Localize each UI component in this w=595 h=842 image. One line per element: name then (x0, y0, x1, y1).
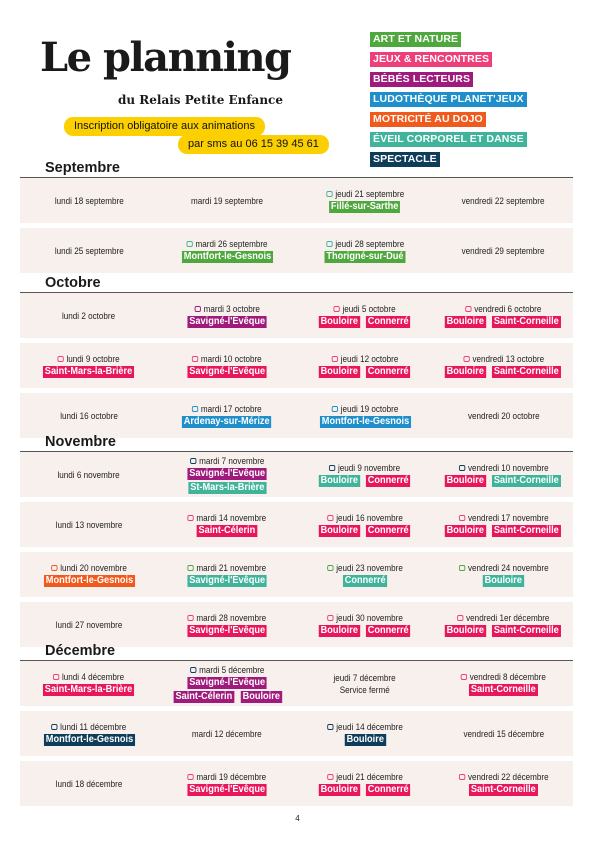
location-tags (159, 677, 295, 703)
day-date (465, 304, 541, 314)
activity-icon (326, 191, 332, 197)
day-date (192, 404, 262, 414)
day-date-text: jeudi 7 décembre (333, 672, 397, 683)
day-cell (296, 502, 434, 547)
location-tag: Bouloire (446, 524, 484, 536)
day-date (60, 411, 118, 421)
closure-note: Service fermé (340, 684, 390, 695)
location-tags (159, 468, 295, 494)
day-date (51, 563, 127, 573)
location-tag: Savigné-l'Évêque (189, 467, 265, 479)
day-date-text: jeudi 21 décembre (336, 771, 403, 782)
day-date (62, 311, 115, 321)
location-tag: Savigné-l'Évêque (189, 315, 265, 327)
day-cell (296, 228, 434, 273)
location-tag: Saint-Corneille (471, 783, 536, 795)
page-title: Le planning (40, 34, 291, 81)
location-tags (317, 475, 412, 487)
location-tag: Saint-Corneille (494, 315, 560, 327)
day-date (56, 779, 123, 789)
day-date (327, 772, 403, 782)
day-cell (20, 293, 158, 338)
location-tag: Connerré (367, 315, 409, 327)
location-tag: Saint-Corneille (471, 683, 536, 695)
location-tags (184, 784, 270, 796)
day-date (327, 563, 403, 573)
day-cell (20, 711, 158, 756)
day-date-text: vendredi 6 octobre (474, 303, 542, 314)
location-tags (184, 316, 270, 328)
day-date (58, 470, 120, 480)
day-date-text: vendredi 24 novembre (467, 562, 549, 573)
week-row (20, 711, 573, 756)
day-date-text: mardi 7 novembre (198, 455, 265, 466)
location-tags (341, 575, 389, 587)
location-tag: Connerré (367, 524, 409, 536)
location-tags (40, 734, 139, 746)
location-tag: Connerré (367, 474, 409, 486)
location-tag: Bouloire (484, 574, 523, 586)
day-date-text: lundi 20 novembre (60, 562, 127, 573)
location-tag: Bouloire (321, 524, 359, 536)
day-date-text: vendredi 8 décembre (469, 671, 547, 682)
day-date (334, 673, 396, 683)
week-row (20, 761, 573, 806)
location-tag: Saint-Mars-la-Brière (45, 365, 133, 377)
activity-icon (461, 674, 467, 680)
location-tag: Saint-Corneille (494, 524, 560, 536)
activity-icon (192, 406, 198, 412)
day-cell (158, 343, 296, 388)
day-cell (434, 228, 573, 273)
day-date (462, 246, 545, 256)
month-heading: Novembre (45, 434, 116, 450)
day-date-text: vendredi 15 décembre (463, 728, 544, 739)
day-date (192, 729, 262, 739)
day-date (463, 729, 544, 739)
day-date-text: vendredi 13 octobre (472, 353, 544, 364)
day-cell (296, 343, 434, 388)
day-cell (20, 502, 158, 547)
day-date-text: mardi 5 décembre (198, 664, 265, 675)
location-tags (443, 316, 564, 328)
location-tag: Saint-Corneille (494, 474, 560, 486)
location-tag: Bouloire (446, 624, 484, 636)
day-cell (434, 393, 573, 438)
day-cell (296, 661, 434, 706)
day-date (188, 772, 267, 782)
activity-icon (51, 724, 57, 730)
day-cell (20, 393, 158, 438)
location-tag: Savigné-l'Évêque (189, 365, 265, 377)
activity-icon (329, 465, 335, 471)
day-cell (434, 178, 573, 223)
legend-item: JEUX & RENCONTRES (370, 52, 492, 67)
day-date-text: mardi 28 novembre (196, 612, 267, 623)
day-date (326, 189, 404, 199)
day-cell (296, 293, 434, 338)
month-heading: Décembre (45, 643, 116, 659)
location-tag: Montfort-le-Gesnois (183, 250, 271, 262)
week-row (20, 228, 573, 273)
day-date (459, 563, 549, 573)
day-date (462, 196, 545, 206)
location-tag: Bouloire (242, 690, 280, 702)
day-date-text: jeudi 21 septembre (335, 188, 404, 199)
activity-icon (186, 241, 192, 247)
day-cell (158, 393, 296, 438)
registration-notice: Inscription obligatoire aux animations (64, 117, 265, 136)
activity-icon (459, 515, 465, 521)
location-tag: Bouloire (321, 783, 359, 795)
activity-icon (53, 674, 59, 680)
day-date (186, 239, 267, 249)
day-date-text: mardi 19 septembre (190, 195, 264, 206)
day-date (327, 513, 403, 523)
day-date-text: jeudi 12 octobre (340, 353, 399, 364)
day-date-text: vendredi 22 septembre (462, 195, 545, 206)
location-tag: Bouloire (321, 365, 359, 377)
day-cell (158, 228, 296, 273)
location-tags (317, 525, 412, 537)
day-cell (434, 452, 573, 497)
location-tags (39, 366, 138, 378)
location-tag: Savigné-l'Évêque (189, 574, 265, 586)
day-cell (434, 711, 573, 756)
location-tags (326, 201, 403, 213)
day-date (468, 411, 540, 421)
day-cell (20, 228, 158, 273)
location-tag: Savigné-l'Évêque (189, 624, 265, 636)
day-cell (158, 602, 296, 647)
activity-icon (188, 774, 194, 780)
day-date-text: mardi 3 octobre (203, 303, 260, 314)
day-date-text: vendredi 1er décembre (466, 612, 550, 623)
activity-icon (188, 565, 194, 571)
location-tags (343, 734, 388, 746)
activity-icon (334, 306, 340, 312)
day-date (51, 722, 126, 732)
day-date (56, 520, 123, 530)
week-row (20, 393, 573, 438)
day-cell (296, 178, 434, 223)
activity-icon (332, 406, 338, 412)
activity-icon (465, 306, 471, 312)
activity-icon (327, 724, 333, 730)
activity-icon (459, 774, 465, 780)
day-date-text: vendredi 29 septembre (462, 245, 545, 256)
location-tags (194, 525, 260, 537)
day-date-text: mardi 26 septembre (195, 238, 268, 249)
day-date (459, 513, 549, 523)
location-tags (316, 416, 415, 428)
day-date (190, 665, 264, 675)
location-tag: Bouloire (321, 624, 359, 636)
day-date (191, 196, 263, 206)
day-cell (20, 661, 158, 706)
week-row (20, 661, 573, 706)
day-date-text: jeudi 9 novembre (338, 462, 401, 473)
week-row (20, 502, 573, 547)
day-cell (20, 552, 158, 597)
day-cell (158, 761, 296, 806)
day-date (188, 613, 267, 623)
location-tags (443, 475, 564, 487)
activity-icon (190, 667, 196, 673)
day-cell (296, 711, 434, 756)
day-date-text: mardi 14 novembre (196, 512, 267, 523)
day-date-text: vendredi 10 novembre (467, 462, 549, 473)
location-tags (184, 575, 270, 587)
week-row (20, 552, 573, 597)
legend-item: MOTRICITÉ AU DOJO (370, 112, 486, 127)
day-date-text: jeudi 16 novembre (336, 512, 403, 523)
day-cell (158, 178, 296, 223)
activity-icon (327, 565, 333, 571)
day-date-text: jeudi 28 septembre (335, 238, 404, 249)
location-tag: Montfort-le-Gesnois (45, 733, 133, 745)
day-date (58, 354, 120, 364)
day-date (327, 722, 403, 732)
location-tag: Ardenay-sur-Mérize (184, 415, 270, 427)
week-row (20, 452, 573, 497)
day-date (332, 404, 399, 414)
day-cell (434, 552, 573, 597)
day-date (326, 239, 404, 249)
day-date (56, 620, 123, 630)
day-date (332, 354, 399, 364)
day-date (457, 613, 549, 623)
location-tag: Savigné-l'Évêque (189, 783, 265, 795)
activity-icon (327, 615, 333, 621)
day-cell (434, 661, 573, 706)
activity-icon (192, 356, 198, 362)
location-tag: Saint-Célerin (198, 524, 256, 536)
location-tags (178, 251, 277, 263)
location-tags (39, 684, 138, 696)
day-cell (296, 602, 434, 647)
location-tag: Connerré (344, 574, 386, 586)
day-date-text: mardi 10 octobre (201, 353, 262, 364)
day-cell (20, 452, 158, 497)
day-cell (158, 502, 296, 547)
location-tags (321, 251, 409, 263)
day-cell (296, 452, 434, 497)
day-date-text: lundi 13 novembre (55, 519, 123, 530)
location-tag: Bouloire (321, 474, 359, 486)
day-date-text: lundi 18 septembre (54, 195, 124, 206)
location-tags (184, 366, 270, 378)
day-cell (20, 343, 158, 388)
day-date-text: lundi 9 octobre (66, 353, 121, 364)
location-tag: Saint-Corneille (494, 365, 560, 377)
day-date-text: mardi 17 octobre (201, 403, 262, 414)
day-date (327, 613, 403, 623)
day-date (459, 463, 549, 473)
location-tags (443, 525, 564, 537)
day-date-text: vendredi 22 décembre (467, 771, 549, 782)
day-date-text: vendredi 17 novembre (467, 512, 549, 523)
week-row (20, 293, 573, 338)
location-tag: Connerré (367, 365, 409, 377)
registration-phone: par sms au 06 15 39 45 61 (178, 135, 329, 154)
location-tag: Bouloire (321, 315, 359, 327)
day-cell (158, 661, 296, 706)
week-row (20, 343, 573, 388)
location-tag: Bouloire (446, 315, 484, 327)
activity-icon (459, 465, 465, 471)
location-tag: Saint-Célerin (175, 690, 233, 702)
location-tag: Montfort-le-Gesnois (321, 415, 409, 427)
location-tag: Saint-Mars-la-Brière (45, 683, 133, 695)
location-tags (40, 575, 139, 587)
location-tags (317, 366, 412, 378)
day-cell (434, 293, 573, 338)
month-heading: Octobre (45, 275, 101, 291)
activity-icon (463, 356, 469, 362)
day-date (188, 513, 267, 523)
location-tags (466, 784, 541, 796)
week-row (20, 602, 573, 647)
day-date-text: lundi 25 septembre (54, 245, 124, 256)
location-tag: Bouloire (446, 474, 484, 486)
day-date (334, 304, 396, 314)
day-date (55, 196, 124, 206)
day-date (53, 672, 124, 682)
location-tags (184, 625, 270, 637)
day-date-text: jeudi 30 novembre (336, 612, 403, 623)
day-date (194, 304, 259, 314)
location-tag: Connerré (367, 783, 409, 795)
location-tags (443, 625, 564, 637)
day-cell (158, 293, 296, 338)
activity-icon (190, 458, 196, 464)
day-cell (434, 602, 573, 647)
day-date-text: lundi 11 décembre (60, 721, 127, 732)
month-heading: Septembre (45, 160, 120, 176)
location-tag: Saint-Corneille (494, 624, 560, 636)
activity-icon (327, 774, 333, 780)
legend-item: ÉVEIL CORPOREL ET DANSE (370, 132, 527, 147)
page-subtitle: du Relais Petite Enfance (118, 93, 283, 107)
day-date-text: jeudi 14 décembre (336, 721, 403, 732)
activity-icon (188, 615, 194, 621)
day-date (459, 772, 549, 782)
day-date-text: mardi 12 décembre (192, 728, 262, 739)
day-date-text: lundi 4 décembre (62, 671, 125, 682)
day-date (188, 563, 267, 573)
location-tags (466, 684, 541, 696)
day-date-text: mardi 19 décembre (196, 771, 267, 782)
location-tag: Montfort-le-Gesnois (45, 574, 133, 586)
day-cell (296, 552, 434, 597)
location-tag: Fillé-sur-Sarthe (331, 200, 399, 212)
day-cell (158, 711, 296, 756)
location-tags (317, 784, 412, 796)
day-date-text: lundi 2 octobre (62, 310, 116, 321)
day-cell (434, 343, 573, 388)
location-tag: Connerré (367, 624, 409, 636)
activity-legend (370, 32, 570, 172)
day-date-text: lundi 16 octobre (60, 410, 118, 421)
day-date-text: jeudi 5 octobre (342, 303, 397, 314)
day-date (55, 246, 124, 256)
legend-item: LUDOTHÈQUE PLANET'JEUX (370, 92, 527, 107)
day-cell (20, 761, 158, 806)
day-cell (434, 502, 573, 547)
activity-icon (326, 241, 332, 247)
week-row (20, 178, 573, 223)
activity-icon (51, 565, 57, 571)
location-tags (317, 316, 412, 328)
location-tag: Thorigné-sur-Dué (326, 250, 404, 262)
location-tags (317, 625, 412, 637)
day-date-text: jeudi 23 novembre (336, 562, 403, 573)
page-number: 4 (295, 814, 300, 823)
day-cell (158, 452, 296, 497)
day-cell (158, 552, 296, 597)
day-cell (296, 393, 434, 438)
day-date-text: vendredi 20 octobre (467, 410, 540, 421)
activity-icon (327, 515, 333, 521)
activity-icon (58, 356, 64, 362)
day-date-text: jeudi 19 octobre (340, 403, 399, 414)
day-date (329, 463, 400, 473)
activity-icon (457, 615, 463, 621)
location-tag: St-Mars-la-Brière (189, 481, 265, 493)
day-cell (20, 602, 158, 647)
day-cell (296, 761, 434, 806)
day-date-text: lundi 18 décembre (55, 778, 123, 789)
legend-item: BÉBÉS LECTEURS (370, 72, 473, 87)
legend-item: ART ET NATURE (370, 32, 461, 47)
location-tag: Savigné-l'Évêque (189, 676, 265, 688)
day-date-text: lundi 27 novembre (55, 619, 123, 630)
day-date (463, 354, 544, 364)
day-cell (20, 178, 158, 223)
activity-icon (194, 306, 200, 312)
location-tag: Bouloire (346, 733, 384, 745)
activity-icon (459, 565, 465, 571)
location-tags (178, 416, 275, 428)
day-cell (434, 761, 573, 806)
day-date (192, 354, 262, 364)
activity-icon (188, 515, 194, 521)
legend-item: SPECTACLE (370, 152, 440, 167)
location-tags (481, 575, 526, 587)
day-date-text: lundi 6 novembre (57, 469, 121, 480)
day-date (190, 456, 264, 466)
location-tag: Bouloire (446, 365, 484, 377)
location-tags (443, 366, 564, 378)
day-date-text: mardi 21 novembre (196, 562, 267, 573)
day-date (461, 672, 546, 682)
activity-icon (332, 356, 338, 362)
